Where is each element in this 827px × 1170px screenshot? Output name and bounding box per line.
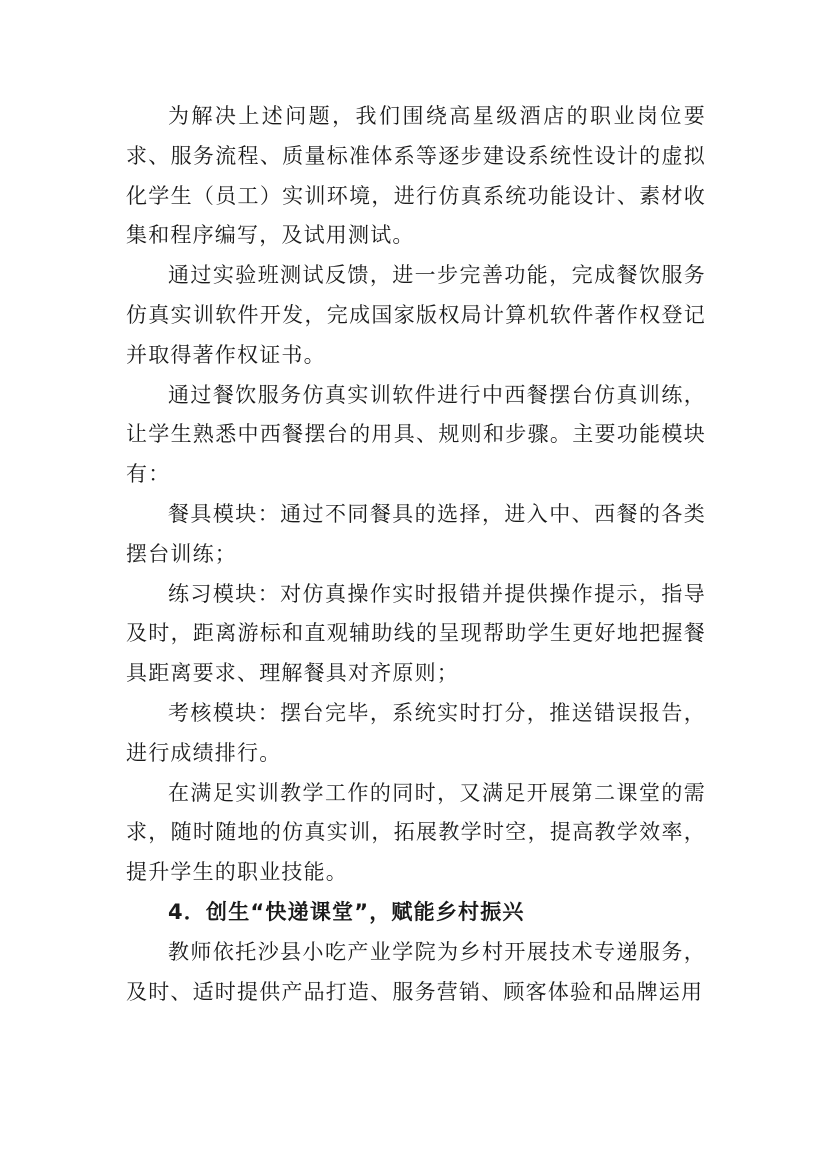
section-heading: 4．创生“快递课堂”，赋能乡村振兴 — [168, 899, 525, 924]
paragraph-training-software: 通过餐饮服务仿真实训软件进行中西餐摆台仿真训练，让学生熟悉中西餐摆台的用具、规则和步骤。主要功能模块有： — [126, 382, 706, 487]
paragraph-practice-module: 练习模块：对仿真操作实时报错并提供操作提示，指导及时，距离游标和直观辅助线的呈现帮助学生更好地把握餐具距离要求、理解餐具对齐原则； — [126, 581, 706, 686]
paragraph-rural-service: 教师依托沙县小吃产业学院为乡村开展技术专递服务，及时、适时提供产品打造、服务营销、顾客体验和品牌运用 — [126, 939, 706, 1004]
paragraph-second-classroom: 在满足实训教学工作的同时，又满足开展第二课堂的需求，随时随地的仿真实训，拓展教学时空，提高教学效率，提升学生的职业技能。 — [126, 780, 706, 885]
paragraph-test-feedback: 通过实验班测试反馈，进一步完善功能，完成餐饮服务仿真实训软件开发，完成国家版权局计算机软件著作权登记并取得著作权证书。 — [126, 263, 706, 367]
paragraph-assessment-module: 考核模块：摆台完毕，系统实时打分，推送错误报告，进行成绩排行。 — [126, 700, 706, 765]
paragraph-problem-solution: 为解决上述问题，我们围绕高星级酒店的职业岗位要求、服务流程、质量标准体系等逐步建设系统性设计的虚拟化学生（员工）实训环境，进行仿真系统功能设计、素材收集和程序编写，及试用测试。 — [126, 104, 706, 248]
paragraph-tableware-module: 餐具模块：通过不同餐具的选择，进入中、西餐的各类摆台训练； — [126, 501, 706, 566]
document-body — [126, 97, 706, 1012]
